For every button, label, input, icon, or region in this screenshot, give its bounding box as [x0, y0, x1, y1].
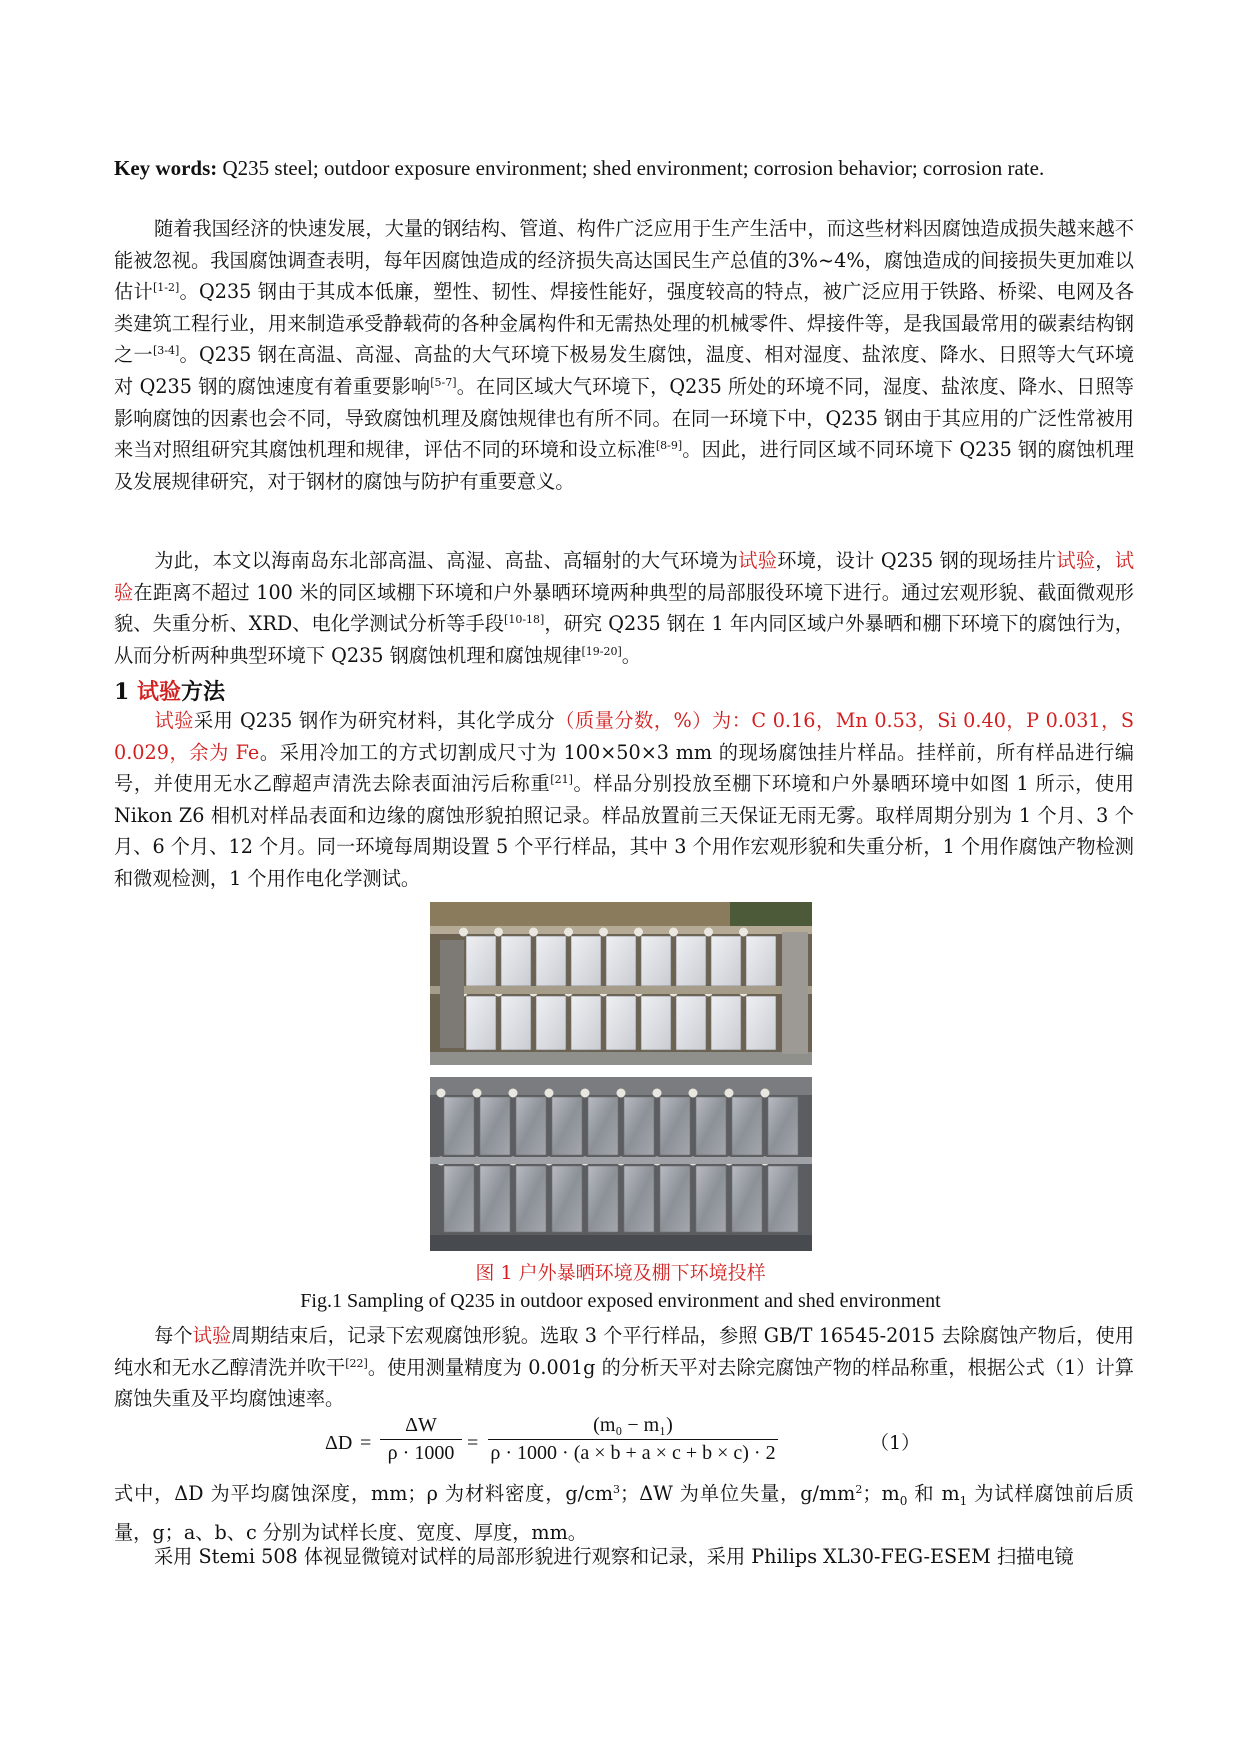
sample-plate	[571, 996, 601, 1050]
sample-plate	[768, 1166, 798, 1232]
eq-equals-1: =	[360, 1432, 372, 1454]
sample-plate	[746, 936, 776, 986]
sample-plate	[606, 996, 636, 1050]
holder-knob	[494, 928, 503, 937]
holder-knob	[545, 1089, 554, 1098]
citation: [19-20]	[581, 644, 622, 658]
sample-plate	[444, 1166, 474, 1232]
citation: [8-9]	[655, 439, 683, 453]
sample-plate	[501, 936, 531, 986]
citation: [10-18]	[504, 613, 545, 627]
equation-number: （1）	[870, 1432, 921, 1454]
holder-knob	[437, 1089, 446, 1098]
sample-plate	[480, 1097, 510, 1155]
sample-plate	[466, 936, 496, 986]
holder-knob	[617, 1089, 626, 1098]
sample-plate	[588, 1166, 618, 1232]
holder-knob	[669, 928, 678, 937]
sample-plate	[516, 1166, 546, 1232]
sample-plate	[536, 996, 566, 1050]
holder-knob	[564, 928, 573, 937]
sample-plate	[732, 1166, 762, 1232]
eq-denominator-1: ρ · 1000	[380, 1439, 462, 1465]
sample-plate	[660, 1097, 690, 1155]
eq-equals-2: =	[467, 1432, 479, 1454]
holder-knob	[704, 928, 713, 937]
figure-1a-photo	[430, 902, 812, 1065]
sample-plate	[768, 1097, 798, 1155]
sample-plate	[466, 996, 496, 1050]
outdoor-samples-image	[430, 902, 812, 1065]
holder-knob	[599, 928, 608, 937]
holder-knob	[689, 1089, 698, 1098]
methods-paragraph-3: 式中，ΔD 为平均腐蚀深度，mm；ρ 为材料密度，$g/cm^3$；ΔW 为单位失量，$g/mm^2$；$m_0$ 和 $m_1$ 为试样腐蚀前后质量，g；a、b、c 分别为试样长度、宽度、厚度，mm。	[114, 1482, 1134, 1545]
sample-plate	[676, 996, 706, 1050]
sample-plate	[536, 936, 566, 986]
citation: [22]	[345, 1356, 368, 1370]
methods-paragraph-1: 试验采用 Q235 钢作为研究材料，其化学成分（质量分数，%）为：C 0.16，Mn 0.53，Si 0.40，P 0.031，S 0.029，余为 Fe。采用冷加工的方式切割成尺寸为 100×50×3 mm 的现场腐蚀挂片样品。挂样前，所有样品进行编号，并使用无水乙醇超声清洗去除表面油污后称重[21]。样品分别投放至棚下环境和户外暴晒环境中如图 1 所示，使用 Nikon Z6 相机对样品表面和边缘的腐蚀形貌拍照记录。样品放置前三天保证无雨无雾。取样周期分别为 1 个月、3 个月、6 个月、12 个月。同一环境每周期设置 5 个平行样品，其中 3 个用作宏观形貌和失重分析，1 个用作腐蚀产物检测和微观检测，1 个用作电化学测试。	[114, 709, 1135, 890]
sample-plate	[641, 996, 671, 1050]
section-heading: 1 试验方法	[114, 679, 225, 705]
keywords-text: Q235 steel; outdoor exposure environment; shed environment; corrosion behavior; corrosion rate.	[222, 156, 1045, 180]
eq-denominator-2: ρ · 1000 · (a × b + a × c + b × c) · 2	[488, 1439, 778, 1465]
holder-knob	[653, 1089, 662, 1098]
sample-plate	[606, 936, 636, 986]
intro-paragraph-1: 随着我国经济的快速发展，大量的钢结构、管道、构件广泛应用于生产生活中，而这些材料因腐蚀造成损失越来越不能被忽视。我国腐蚀调查表明，每年因腐蚀造成的经济损失高达国民生产总值的3%~4%，腐蚀造成的间接损失更加难以估计[1-2]。Q235 钢由于其成本低廉，塑性、韧性、焊接性能好，强度较高的特点，被广泛应用于铁路、桥梁、电网及各类建筑工程行业，用来制造承受静载荷的各种金属构件和无需热处理的机械零件、焊接件等，是我国最常用的碳素结构钢之一[3-4]。Q235 钢在高温、高湿、高盐的大气环境下极易发生腐蚀，温度、相对湿度、盐浓度、降水、日照等大气环境对 Q235 钢的腐蚀速度有着重要影响[5-7]。在同区域大气环境下，Q235 所处的环境不同，湿度、盐浓度、降水、日照等影响腐蚀的因素也会不同，导致腐蚀机理及腐蚀规律也有所不同。在同一环境下中，Q235 钢由于其应用的广泛性常被用来当对照组研究其腐蚀机理和规律，评估不同的环境和设立标准[8-9]。因此，进行同区域不同环境下 Q235 钢的腐蚀机理及发展规律研究，对于钢材的腐蚀与防护有重要意义。	[114, 217, 1135, 493]
citation: [21]	[550, 773, 573, 787]
shed-samples-image	[430, 1077, 812, 1251]
sample-plate	[552, 1166, 582, 1232]
sample-plate	[711, 936, 741, 986]
keywords-line	[114, 154, 1134, 182]
sample-plate	[588, 1097, 618, 1155]
sample-plate	[444, 1097, 474, 1155]
holder-knob	[725, 1089, 734, 1098]
eq-fraction-1	[380, 1414, 462, 1465]
eq-lhs: ΔD	[325, 1432, 353, 1454]
keywords-label: Key words:	[114, 156, 218, 180]
eq-fraction-2	[488, 1414, 778, 1465]
sample-plate	[660, 1166, 690, 1232]
methods-paragraph-4: 采用 Stemi 508 体视显微镜对试样的局部形貌进行观察和记录，采用 Philips XL30-FEG-ESEM 扫描电镜	[154, 1545, 1074, 1568]
sample-plate	[480, 1166, 510, 1232]
holder-knob	[634, 928, 643, 937]
sample-plate	[732, 1097, 762, 1155]
sample-plate	[571, 936, 601, 986]
sample-plate	[711, 996, 741, 1050]
eq-numerator-1: ΔW	[405, 1414, 437, 1436]
holder-knob	[529, 928, 538, 937]
holder-knob	[473, 1089, 482, 1098]
holder-knob	[739, 928, 748, 937]
holder-knob	[509, 1089, 518, 1098]
sample-plate	[516, 1097, 546, 1155]
citation: [3-4]	[152, 344, 180, 358]
holder-knob	[761, 1089, 770, 1098]
holder-knob	[459, 928, 468, 937]
sample-plate	[641, 936, 671, 986]
equation-1	[325, 1414, 885, 1478]
figure-1b-photo	[430, 1077, 812, 1251]
intro-paragraph-2: 为此，本文以海南岛东北部高温、高湿、高盐、高辐射的大气环境为试验环境，设计 Q235 钢的现场挂片试验，试验在距离不超过 100 米的同区域棚下环境和户外暴晒环境两种典型的局部服役环境下进行。通过宏观形貌、截面微观形貌、失重分析、XRD、电化学测试分析等手段[10-18]，研究 Q235 钢在 1 年内同区域户外暴晒和棚下环境下的腐蚀行为，从而分析两种典型环境下 Q235 钢腐蚀机理和腐蚀规律[19-20]。	[114, 549, 1135, 667]
sample-plate	[696, 1166, 726, 1232]
sample-plate	[746, 996, 776, 1050]
sample-plate	[676, 936, 706, 986]
sample-plate	[624, 1166, 654, 1232]
sample-plate	[696, 1097, 726, 1155]
citation: [5-7]	[430, 375, 457, 389]
figure-caption-en: Fig.1 Sampling of Q235 in outdoor exposed environment and shed environment	[300, 1290, 941, 1312]
eq-numerator-2: (m₀ − m₁)	[593, 1414, 673, 1436]
methods-paragraph-2: 每个试验周期结束后，记录下宏观腐蚀形貌。选取 3 个平行样品，参照 GB/T 16545-2015 去除腐蚀产物后，使用纯水和无水乙醇清洗并吹干[22]。使用测量精度为 0.001g 的分析天平对去除完腐蚀产物的样品称重，根据公式（1）计算腐蚀失重及平均腐蚀速率。	[114, 1324, 1135, 1411]
sample-plate	[624, 1097, 654, 1155]
figure-caption-cn: 图 1 户外暴晒环境及棚下环境投样	[475, 1262, 766, 1284]
holder-knob	[581, 1089, 590, 1098]
sample-plate	[501, 996, 531, 1050]
sample-plate	[552, 1097, 582, 1155]
citation: [1-2]	[152, 281, 180, 295]
